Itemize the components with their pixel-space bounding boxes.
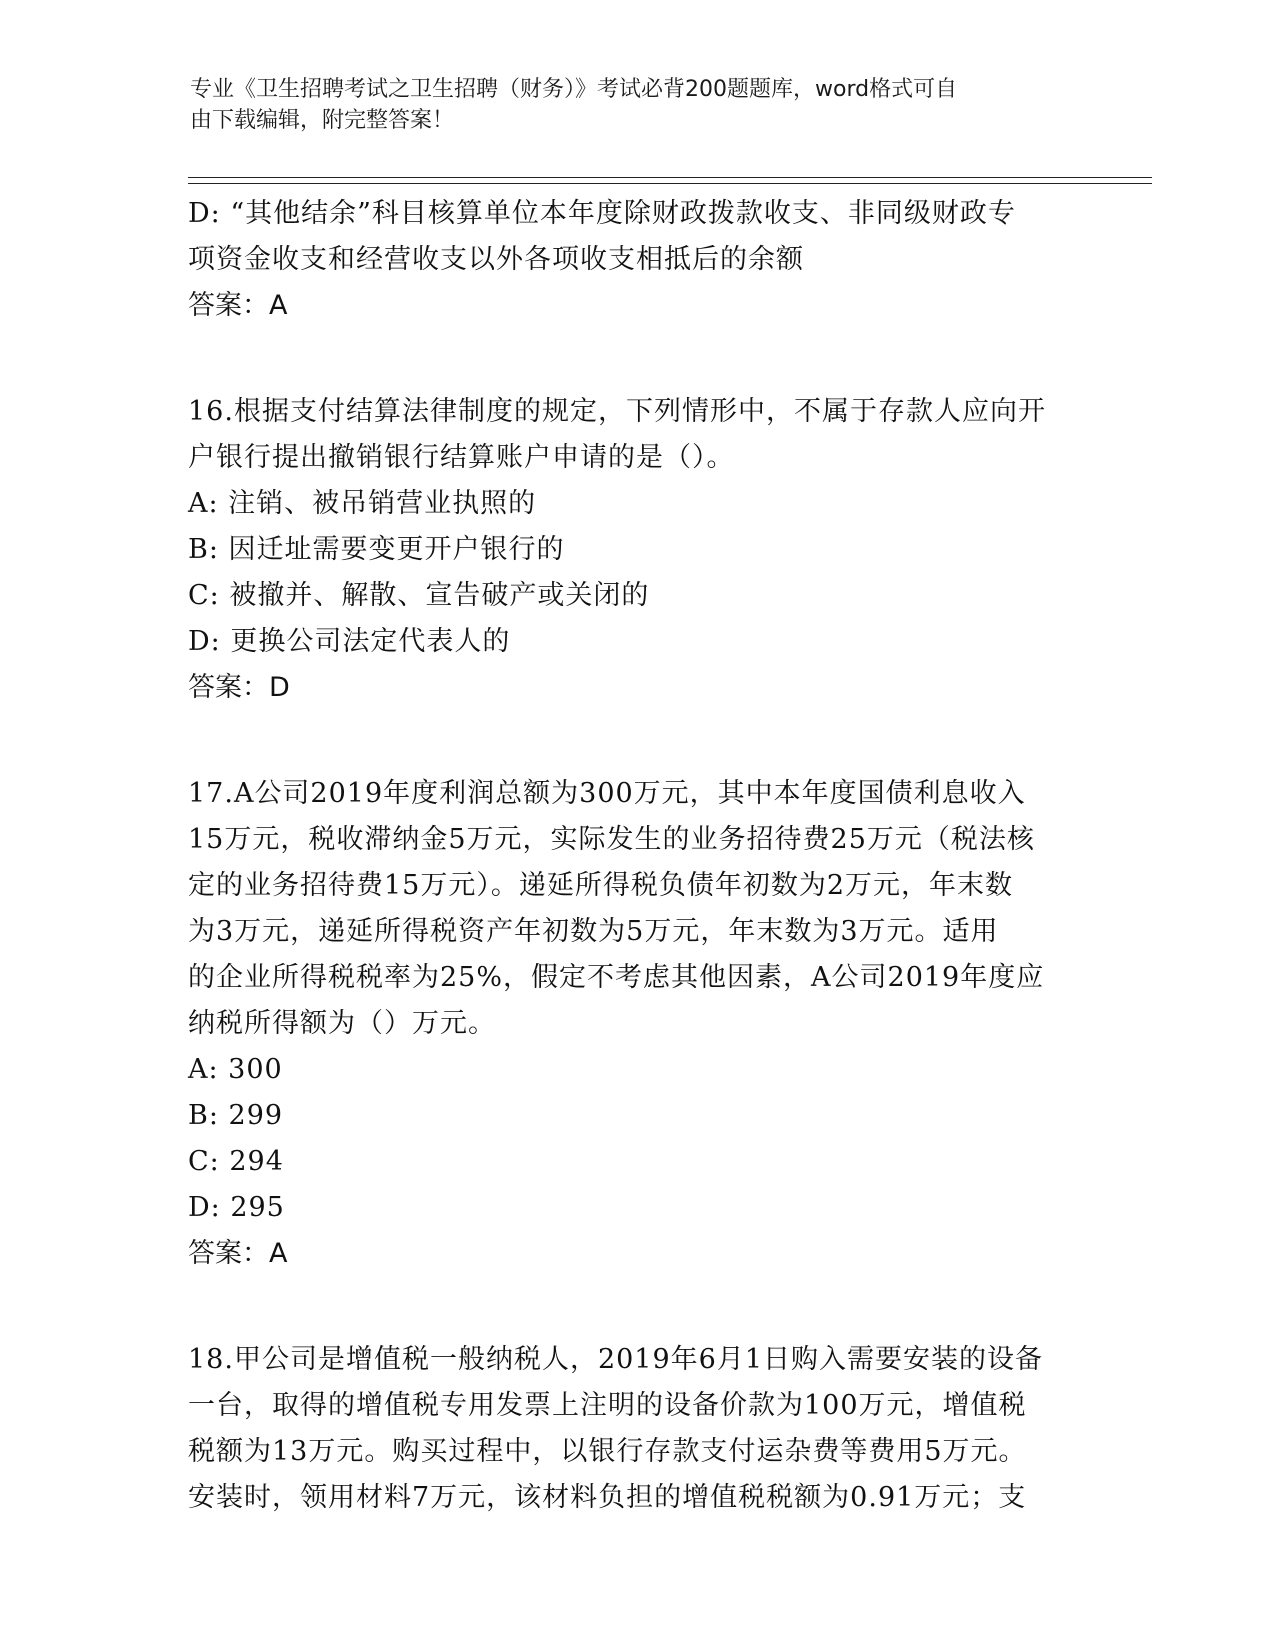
question-stem-continued: 15万元，税收滞纳金5万元，实际发生的业务招待费25万元（税法核: [188, 824, 1035, 855]
question-stem-continued: 税额为13万元。购买过程中，以银行存款支付运杂费等费用5万元。: [188, 1436, 1027, 1467]
option-c: C: 被撤并、解散、宣告破产或关闭的: [188, 580, 650, 611]
option-a: A: 300: [188, 1054, 283, 1085]
header-line-2: 由下载编辑，附完整答案！: [190, 108, 455, 133]
question-16: [188, 389, 1088, 711]
question-18: [188, 1337, 1088, 1521]
answer-line: 答案：A: [188, 1238, 288, 1269]
header-divider-top: [188, 177, 1152, 178]
answer-line: 答案：D: [188, 672, 290, 703]
question-stem-continued: 安装时，领用材料7万元，该材料负担的增值税税额为0.91万元；支: [188, 1482, 1027, 1513]
question-stem-continued: 纳税所得额为（）万元。: [188, 1008, 496, 1039]
spacer: [188, 1277, 1088, 1337]
option-d: D: “其他结余”科目核算单位本年度除财政拨款收支、非同级财政专: [188, 198, 1016, 229]
question-stem-continued: 的企业所得税税率为25%，假定不考虑其他因素，A公司2019年度应: [188, 962, 1045, 993]
option-b: B: 299: [188, 1100, 284, 1131]
option-c: C: 294: [188, 1146, 284, 1177]
question-stem: 16.根据支付结算法律制度的规定，下列情形中，不属于存款人应向开: [188, 396, 1046, 427]
question-stem-continued: 为3万元，递延所得税资产年初数为5万元，年末数为3万元。适用: [188, 916, 999, 947]
option-d-continued: 项资金收支和经营收支以外各项收支相抵后的余额: [188, 244, 804, 275]
spacer: [188, 711, 1088, 771]
option-d: D: 295: [188, 1192, 285, 1223]
question-stem-continued: 一台，取得的增值税专用发票上注明的设备价款为100万元，增值税: [188, 1390, 1027, 1421]
document-body: [188, 191, 1088, 1521]
option-d: D: 更换公司法定代表人的: [188, 626, 511, 657]
question-stem: 17.A公司2019年度利润总额为300万元，其中本年度国债利息收入: [188, 778, 1026, 809]
question-stem-continued: 定的业务招待费15万元）。递延所得税负债年初数为2万元，年末数: [188, 870, 1014, 901]
question-stem: 18.甲公司是增值税一般纳税人，2019年6月1日购入需要安装的设备: [188, 1344, 1044, 1375]
header-divider-bottom: [188, 183, 1152, 184]
document-header: [190, 74, 1090, 136]
spacer: [188, 329, 1088, 389]
option-a: A: 注销、被吊销营业执照的: [188, 488, 537, 519]
question-17: [188, 771, 1088, 1277]
option-b: B: 因迁址需要变更开户银行的: [188, 534, 565, 565]
answer-line: 答案：A: [188, 290, 288, 321]
question-15-tail: [188, 191, 1088, 329]
question-stem-continued: 户银行提出撤销银行结算账户申请的是（）。: [188, 442, 735, 473]
header-line-1: 专业《卫生招聘考试之卫生招聘（财务）》考试必背200题题库，word格式可自: [190, 77, 958, 102]
